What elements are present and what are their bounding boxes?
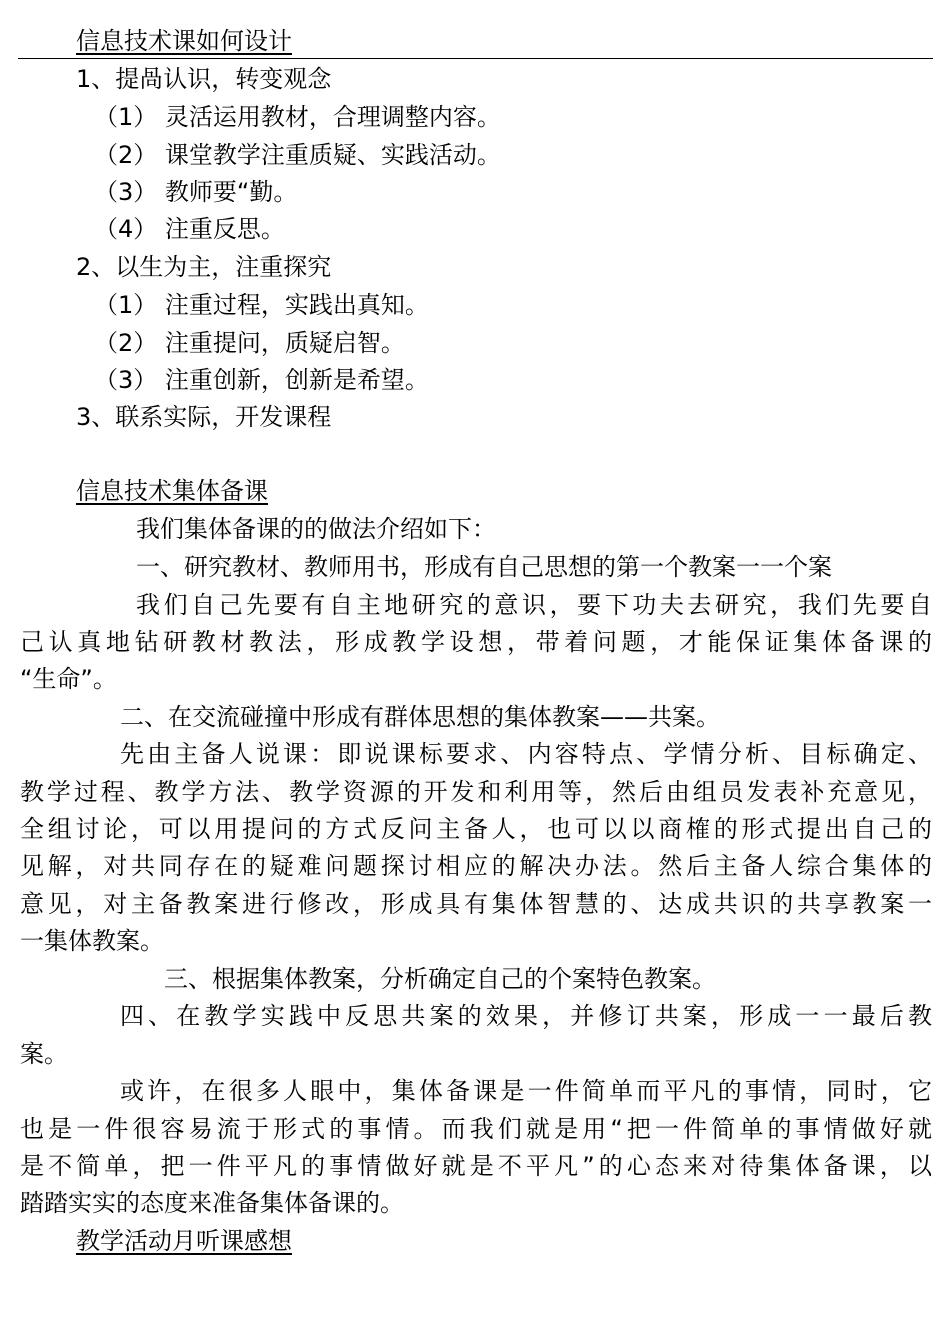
section2-step2-body-line5: 意见，对主备教案进行修改，形成具有集体智慧的、达成共识的共享教案一 xyxy=(20,890,932,918)
section1-item1-sub2: （2） 课堂教学注重质疑、实践活动。 xyxy=(94,141,501,169)
section2-step1-title: 一、研究教材、教师用书，形成有自己思想的第一个教案一一个案 xyxy=(136,553,832,581)
section2-closing-line3: 是不简单，把一件平凡的事情做好就是不平凡”的心态来对待集体备课，以 xyxy=(20,1152,932,1180)
section2-step2-body-line3: 全组讨论，可以用提问的方式反问主备人，也可以以商榷的形式提出自己的 xyxy=(20,815,932,843)
section1-item2-sub3: （3） 注重创新，创新是希望。 xyxy=(94,366,429,394)
section2-step1-body-line1: 我们自己先要有自主地研究的意识，要下功夫去研究，我们先要自 xyxy=(136,591,932,619)
section2-step1-body-line3: “生命”。 xyxy=(20,665,117,693)
section2-step2-body-line4: 见解，对共同存在的疑难问题探讨相应的解决办法。然后主备人综合集体的 xyxy=(20,852,932,880)
section2-step2-body-line1: 先由主备人说课：即说课标要求、内容特点、学情分析、目标确定、 xyxy=(120,740,932,768)
section1-item1-sub3: （3） 教师要“勤。 xyxy=(94,178,298,206)
section2-step3-title: 三、根据集体教案，分析确定自己的个案特色教案。 xyxy=(164,965,716,993)
section1-item2-sub2: （2） 注重提问，质疑启智。 xyxy=(94,329,405,357)
section1-item1-sub4: （4） 注重反思。 xyxy=(94,215,285,243)
section2-step2-body-line6: 一集体教案。 xyxy=(20,927,164,955)
section2-closing-line1: 或许，在很多人眼中，集体备课是一件简单而平凡的事情，同时，它 xyxy=(120,1077,932,1105)
section1-item3: 3、联系实际，开发课程 xyxy=(76,403,332,431)
section3-title: 教学活动月听课感想 xyxy=(76,1227,292,1255)
section2-step4-line2: 案。 xyxy=(20,1040,68,1068)
section1-item1: 1、提咼认识，转变观念 xyxy=(76,65,332,93)
section2-step4-line1: 四、在教学实践中反思共案的效果，并修订共案，形成一一最后教 xyxy=(120,1002,932,1030)
section1-title: 信息技术课如何设计 xyxy=(76,27,292,55)
section2-intro: 我们集体备课的的做法介绍如下： xyxy=(136,515,496,543)
section2-closing-line2: 也是一件很容易流于形式的事情。而我们就是用“把一件简单的事情做好就 xyxy=(20,1115,932,1143)
section2-step2-title: 二、在交流碰撞中形成有群体思想的集体教案——共案。 xyxy=(120,703,720,731)
section2-closing-line4: 踏踏实实的态度来准备集体备课的。 xyxy=(20,1189,404,1217)
section2-title: 信息技术集体备课 xyxy=(76,477,268,505)
section1-item2-sub1: （1） 注重过程，实践出真知。 xyxy=(94,291,429,319)
header-rule xyxy=(18,58,933,59)
section2-step2-body-line2: 教学过程、教学方法、教学资源的开发和利用等，然后由组员发表补充意见， xyxy=(20,778,932,806)
section1-item2: 2、以生为主，注重探究 xyxy=(76,253,332,281)
section1-item1-sub1: （1） 灵活运用教材，合理调整内容。 xyxy=(94,103,501,131)
section2-step1-body-line2: 己认真地钻研教材教法，形成教学设想，带着问题，才能保证集体备课的 xyxy=(20,628,932,656)
